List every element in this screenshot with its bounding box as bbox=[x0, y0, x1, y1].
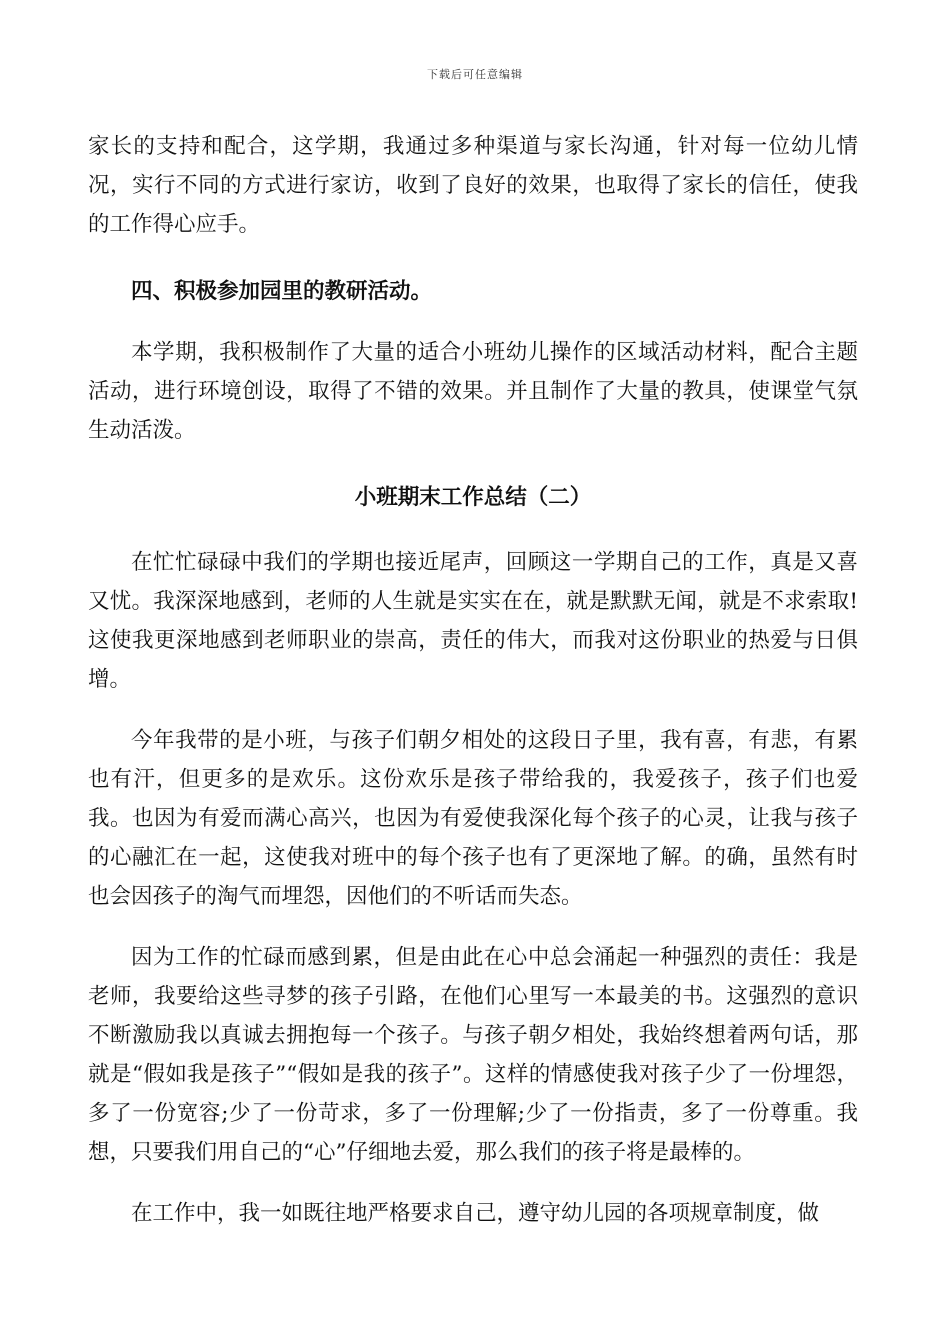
header-note: 下载后可任意编辑 bbox=[427, 68, 523, 81]
document-title: 小班期末工作总结（二） bbox=[354, 485, 592, 510]
paragraph-2: 今年我带的是小班，与孩子们朝夕相处的这段日子里，我有喜，有悲，有累也有汗，但更多的是欢乐。这份欢乐是孩子带给我的，我爱孩子，孩子们也爱我。也因为有爱而满心高兴，也因为有爱使我深化每个孩子的心灵，让我与孩子的心融汇在一起，这使我对班中的每个孩子也有了更深地了解。的确，虽然有时也会因孩子的淘气而埋怨，因他们的不听话而失态。 bbox=[88, 728, 858, 909]
paragraph-4: 在工作中，我一如既往地严格要求自己，遵守幼儿园的各项规章制度，做 bbox=[131, 1201, 820, 1226]
paragraph-3: 因为工作的忙碌而感到累，但是由此在心中总会涌起一种强烈的责任：我是老师，我要给这些寻梦的孩子引路，在他们心里写一本最美的书。这强烈的意识不断激励我以真诚去拥抱每一个孩子。与孩子朝夕相处，我始终想着两句话，那就是“假如我是孩子”“假如是我的孩子”。这样的情感使我对孩子少了一份埋怨，多了一份宽容;少了一份苛求，多了一份理解;少了一份指责，多了一份尊重。我想，只要我们用自己的“心”仔细地去爱，那么我们的孩子将是最棒的。 bbox=[88, 945, 858, 1165]
paragraph-continued: 家长的支持和配合，这学期，我通过多种渠道与家长沟通，针对每一位幼儿情况，实行不同的方式进行家访，收到了良好的效果，也取得了家长的信任，使我的工作得心应手。 bbox=[88, 134, 858, 237]
paragraph-research: 本学期，我积极制作了大量的适合小班幼儿操作的区域活动材料，配合主题活动，进行环境创设，取得了不错的效果。并且制作了大量的教具，使课堂气氛生动活泼。 bbox=[88, 340, 858, 443]
paragraph-1: 在忙忙碌碌中我们的学期也接近尾声，回顾这一学期自己的工作，真是又喜又忧。我深深地感到，老师的人生就是实实在在，就是默默无闻，就是不求索取!这使我更深地感到老师职业的崇高，责任的伟大，而我对这份职业的热爱与日俱增。 bbox=[88, 550, 858, 692]
document-body bbox=[88, 127, 858, 1233]
section-heading: 四、积极参加园里的教研活动。 bbox=[131, 279, 433, 304]
